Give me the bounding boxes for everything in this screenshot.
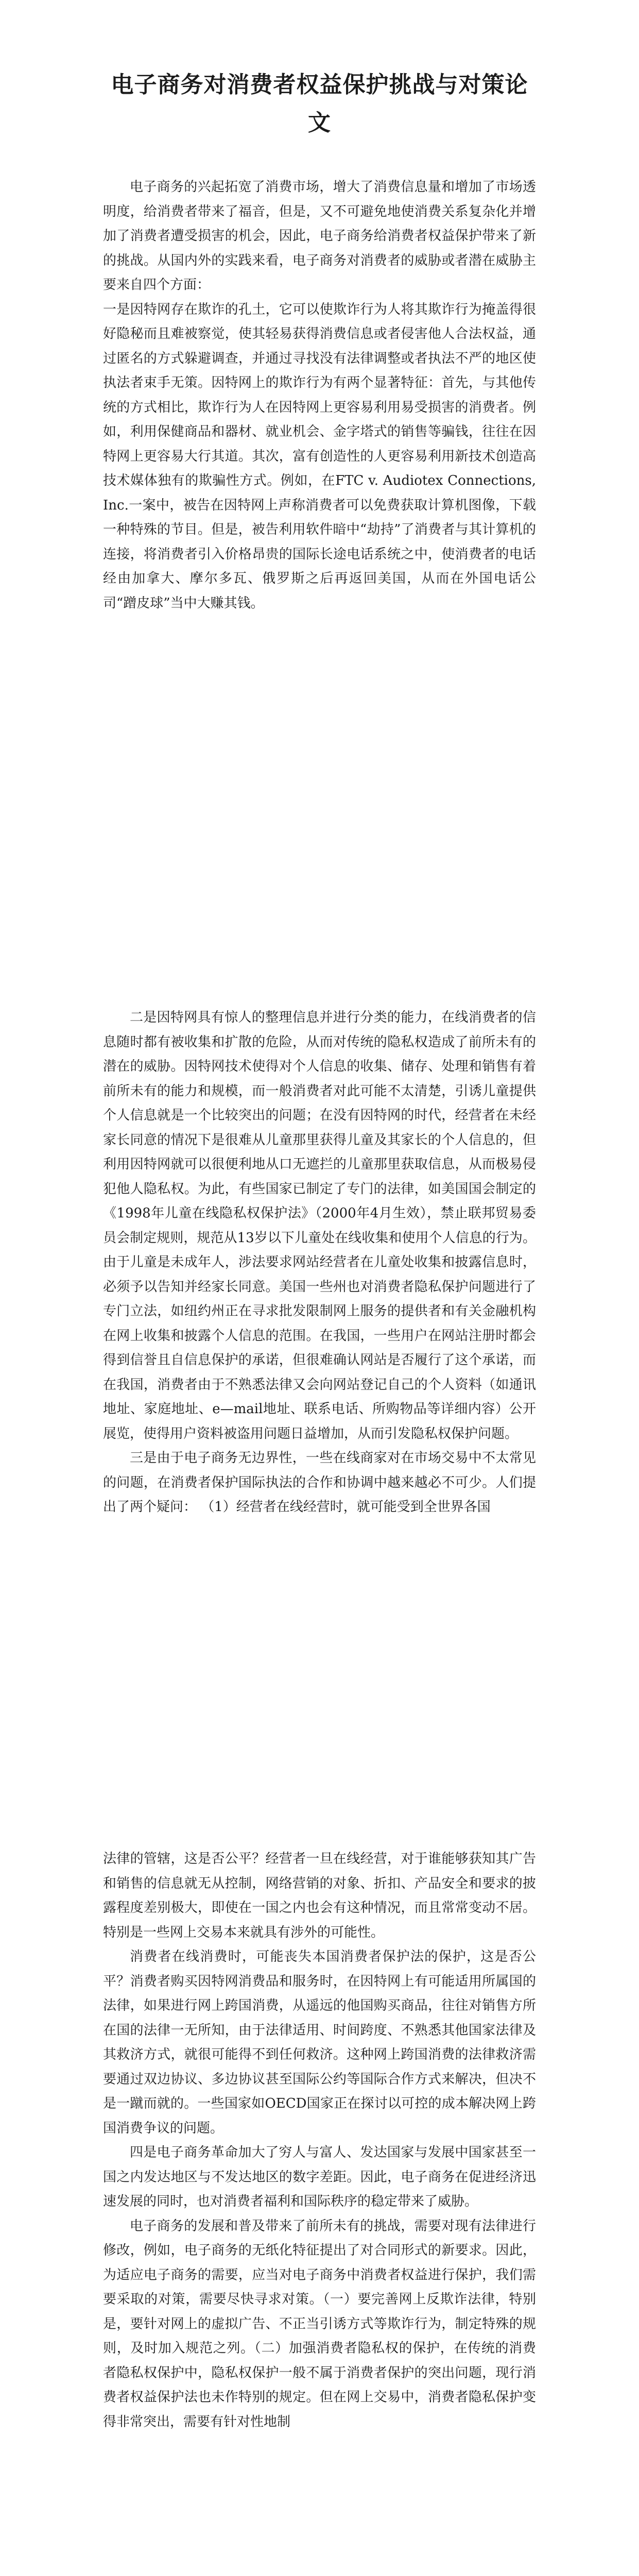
paragraph: 电子商务的兴起拓宽了消费市场，增大了消费信息量和增加了市场透明度，给消费者带来了福音，但是，又不可避免地使消费关系复杂化并增加了消费者遭受损害的机会，因此，电子商务给消费者权益保护带来了新的挑战。从国内外的实践来看，电子商务对消费者的威胁或者潜在威胁主要来自四个方面： bbox=[103, 179, 536, 293]
document-title: 电子商务对消费者权益保护挑战与对策论文 bbox=[111, 72, 528, 136]
paragraph: 三是由于电子商务无边界性，一些在线商家对在市场交易中不太常见的问题，在消费者保护国际执法的合作和协调中越来越必不可少。人们提出了两个疑问： （1）经营者在线经营时，就可能受到全世界各国 bbox=[103, 1450, 536, 1515]
paragraph: 消费者在线消费时，可能丧失本国消费者保护法的保护，这是否公平？消费者购买因特网消费品和服务时，在因特网上有可能适用所属国的法律，如果进行网上跨国消费，从遥远的他国购买商品，往往对销售方所在国的法律一无所知，由于法律适用、时间跨度、不熟悉其他国家法律及其救济方式，就很可能得不到任何救济。这种网上跨国消费的法律救济需要通过双边协议、多边协议甚至国际公约等国际合作方式来解决，但决不是一蹴而就的。一些国家如OECD国家正在探讨以可控的成本解决网上跨国消费争议的问题。 bbox=[103, 1949, 536, 2136]
paragraph: 一是因特网存在欺诈的孔土，它可以使欺诈行为人将其欺诈行为掩盖得很好隐秘而且难被察觉，使其轻易获得消费信息或者侵害他人合法权益，通过匿名的方式躲避调查，并通过寻找没有法律调整或者执法不严的地区使执法者束手无策。因特网上的欺诈行为有两个显著特征：首先，与其他传统的方式相比，欺诈行为人在因特网上更容易利用易受损害的消费者。例如，利用保健商品和器材、就业机会、金字塔式的销售等骗钱，往往在因特网上更容易大行其道。其次，富有创造性的人更容易利用新技术创造高技术媒体独有的欺骗性方式。例如，在FTC v. Audiotex Connections, Inc.一案中，被告在因特网上声称消费者可以免费获取计算机图像，下载一种特殊的节目。但是，被告利用软件暗中“劫持”了消费者与其计算机的连接，将消费者引入价格昂贵的国际长途电话系统之中，使消费者的电话经由加拿大、摩尔多瓦、俄罗斯之后再返回美国，从而在外国电话公司“蹭皮球”当中大赚其钱。 bbox=[103, 301, 536, 611]
text-block-1 bbox=[103, 175, 536, 616]
paragraph: 法律的管辖，这是否公平？经营者一旦在线经营，对于谁能够获知其广告和销售的信息就无从控制，网络营销的对象、折扣、产品安全和要求的披露程度差别极大，即使在一国之内也会有这种情况，而且常常变动不居。特别是一些网上交易本来就具有涉外的可能性。 bbox=[103, 1851, 536, 1940]
paragraph: 四是电子商务革命加大了穷人与富人、发达国家与发展中国家甚至一国之内发达地区与不发达地区的数字差距。因此，电子商务在促进经济迅速发展的同时，也对消费者福利和国际秩序的稳定带来了威胁。 bbox=[103, 2145, 536, 2209]
paragraph: 二是因特网具有惊人的整理信息并进行分类的能力，在线消费者的信息随时都有被收集和扩散的危险，从而对传统的隐私权造成了前所未有的潜在的威胁。因特网技术使得对个人信息的收集、储存、处理和销售有着前所未有的能力和规模，而一般消费者对此可能不太清楚，引诱儿童提供个人信息就是一个比较突出的问题；在没有因特网的时代，经营者在未经家长同意的情况下是很难从儿童那里获得儿童及其家长的个人信息的，但利用因特网就可以很便利地从口无遮拦的儿童那里获取信息，从而极易侵犯他人隐私权。为此，有些国家已制定了专门的法律，如美国国会制定的《1998年儿童在线隐私权保护法》（2000年4月生效），禁止联邦贸易委员会制定规则，规范从13岁以下儿童处在线收集和使用个人信息的行为。由于儿童是未成年人，涉法要求网站经营者在儿童处收集和披露信息时，必须予以告知并经家长同意。美国一些州也对消费者隐私保护问题进行了专门立法，如纽约州正在寻求批发限制网上服务的提供者和有关金融机构在网上收集和披露个人信息的范围。在我国，一些用户在网站注册时都会得到信誉且自信息保护的承诺，但很难确认网站是否履行了这个承诺，而在我国，消费者由于不熟悉法律又会向网站登记自己的个人资料（如通讯地址、家庭地址、e—mail地址、联系电话、所购物品等详细内容）公开展览，使得用户资料被盗用问题日益增加，从而引发隐私权保护问题。 bbox=[103, 1010, 536, 1442]
text-block-2 bbox=[103, 1006, 536, 1520]
text-block-3 bbox=[103, 1847, 536, 2434]
paragraph: 电子商务的发展和普及带来了前所未有的挑战，需要对现有法律进行修改，例如，电子商务的无纸化特征提出了对合同形式的新要求。因此，为适应电子商务的需要，应当对电子商务中消费者权益进行保护，我们需要采取的对策，需要尽快寻求对策。（一）要完善网上反欺诈法律，特别是，要针对网上的虚拟广告、不正当引诱方式等欺诈行为，制定特殊的规则，及时加入规范之列。（二）加强消费者隐私权的保护，在传统的消费者隐私权保护中，隐私权保护一般不属于消费者保护的突出问题，现行消费者权益保护法也未作特别的规定。但在网上交易中，消费者隐私保护变得非常突出，需要有针对性地制 bbox=[103, 2218, 536, 2430]
